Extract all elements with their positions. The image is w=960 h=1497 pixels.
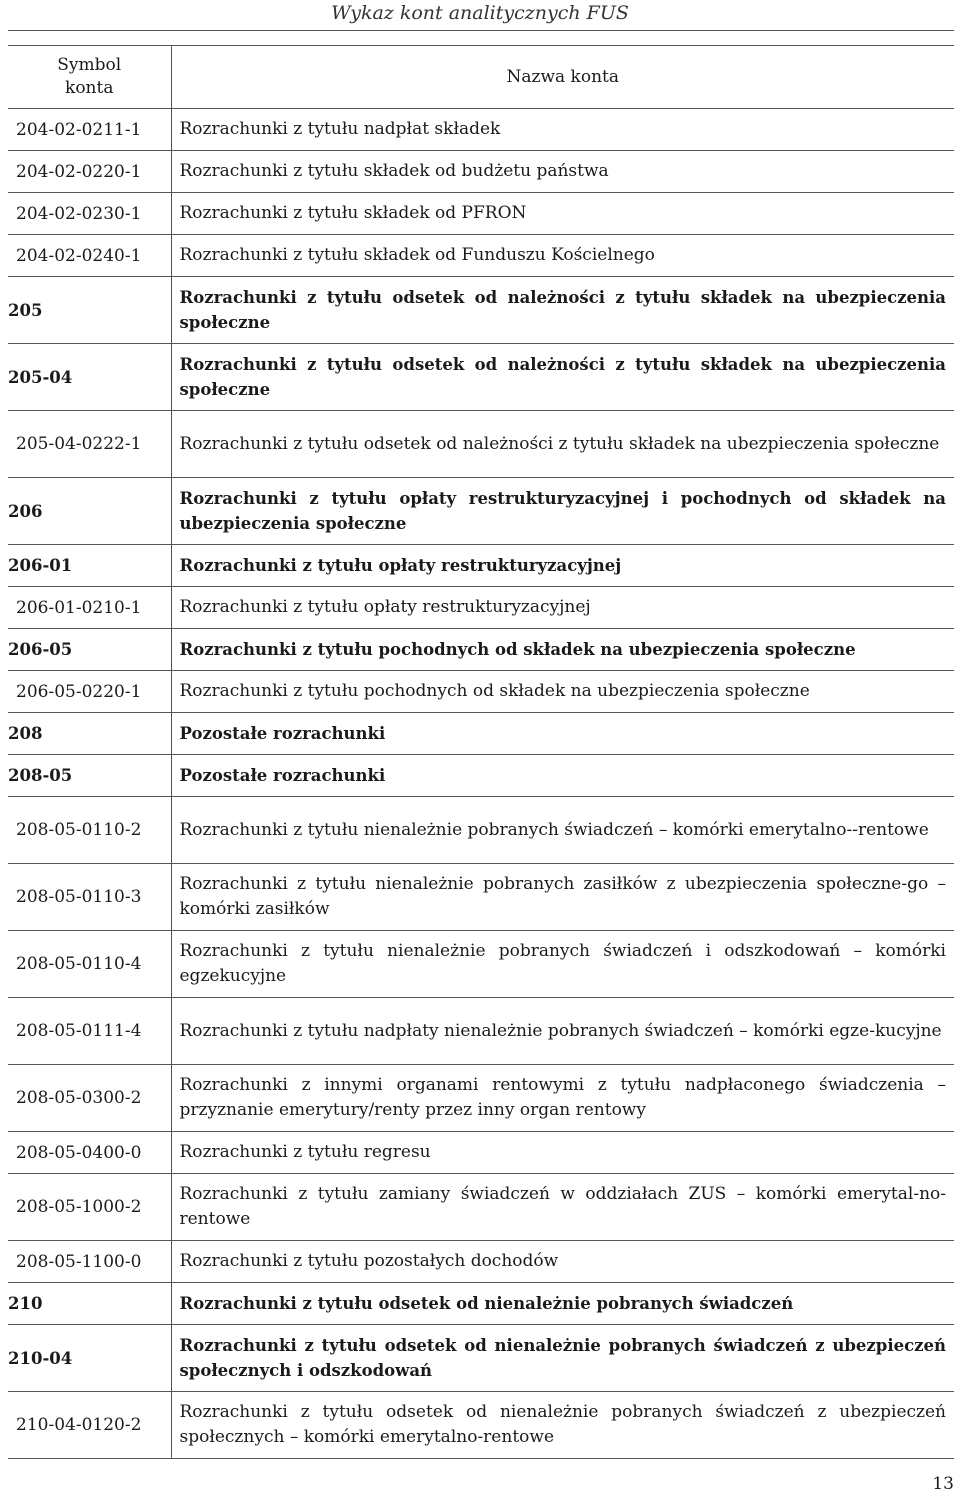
account-symbol: 208-05 xyxy=(8,755,171,797)
account-name: Rozrachunki z tytułu składek od PFRON xyxy=(171,193,954,235)
account-symbol: 206-01-0210-1 xyxy=(8,587,171,629)
account-symbol: 206 xyxy=(8,478,171,545)
account-symbol: 204-02-0211-1 xyxy=(8,109,171,151)
account-symbol: 205 xyxy=(8,277,171,344)
account-symbol: 204-02-0230-1 xyxy=(8,193,171,235)
account-name: Rozrachunki z tytułu pochodnych od składek na ubezpieczenia społeczne xyxy=(171,629,954,671)
account-name: Rozrachunki z tytułu nienależnie pobranych świadczeń i odszkodowań – komórki egzekucyjne xyxy=(171,931,954,998)
account-symbol: 205-04 xyxy=(8,344,171,411)
table-row xyxy=(8,864,954,931)
account-name: Rozrachunki z tytułu nadpłat składek xyxy=(171,109,954,151)
account-symbol: 208-05-0300-2 xyxy=(8,1065,171,1132)
table-row xyxy=(8,109,954,151)
account-name: Rozrachunki z tytułu odsetek od nienależnie pobranych świadczeń xyxy=(171,1283,954,1325)
account-name: Rozrachunki z tytułu zamiany świadczeń w oddziałach ZUS – komórki emerytal-no-rentowe xyxy=(171,1174,954,1241)
table-row xyxy=(8,1065,954,1132)
account-name: Pozostałe rozrachunki xyxy=(171,755,954,797)
table-row xyxy=(8,151,954,193)
account-name: Rozrachunki z tytułu nienależnie pobranych świadczeń – komórki emerytalno--rentowe xyxy=(171,797,954,864)
account-name: Rozrachunki z tytułu odsetek od należności z tytułu składek na ubezpieczenia społeczne xyxy=(171,411,954,478)
table-row xyxy=(8,713,954,755)
account-name: Rozrachunki z tytułu nadpłaty nienależnie pobranych świadczeń – komórki egze-kucyjne xyxy=(171,998,954,1065)
table-row xyxy=(8,1241,954,1283)
table-row xyxy=(8,797,954,864)
account-symbol: 208 xyxy=(8,713,171,755)
account-symbol: 208-05-0110-4 xyxy=(8,931,171,998)
account-name: Rozrachunki z tytułu regresu xyxy=(171,1132,954,1174)
table-row xyxy=(8,1174,954,1241)
symbol-column-header xyxy=(8,46,171,109)
account-symbol: 210-04 xyxy=(8,1325,171,1392)
symbol-header-line-2: konta xyxy=(65,78,114,98)
table-row xyxy=(8,545,954,587)
account-symbol: 205-04-0222-1 xyxy=(8,411,171,478)
account-symbol: 208-05-1100-0 xyxy=(8,1241,171,1283)
account-symbol: 210-04-0120-2 xyxy=(8,1392,171,1459)
account-symbol: 208-05-1000-2 xyxy=(8,1174,171,1241)
account-name: Rozrachunki z innymi organami rentowymi z tytułu nadpłaconego świadczenia – przyznanie emerytury/renty przez inny organ rentowy xyxy=(171,1065,954,1132)
table-row xyxy=(8,1392,954,1459)
account-name: Rozrachunki z tytułu opłaty restrukturyzacyjnej xyxy=(171,545,954,587)
account-name: Rozrachunki z tytułu odsetek od należności z tytułu składek na ubezpieczenia społeczne xyxy=(171,344,954,411)
table-row xyxy=(8,1325,954,1392)
account-name: Rozrachunki z tytułu składek od Funduszu Kościelnego xyxy=(171,235,954,277)
header-rule xyxy=(8,30,954,31)
table-row xyxy=(8,235,954,277)
accounts-table xyxy=(8,45,954,1459)
table-row xyxy=(8,671,954,713)
account-name: Rozrachunki z tytułu pochodnych od składek na ubezpieczenia społeczne xyxy=(171,671,954,713)
table-row xyxy=(8,411,954,478)
account-name: Rozrachunki z tytułu opłaty restrukturyzacyjnej xyxy=(171,587,954,629)
table-body xyxy=(8,109,954,1459)
table-header-row xyxy=(8,46,954,109)
account-symbol: 208-05-0110-3 xyxy=(8,864,171,931)
account-symbol: 206-01 xyxy=(8,545,171,587)
account-symbol: 208-05-0111-4 xyxy=(8,998,171,1065)
account-name: Rozrachunki z tytułu pozostałych dochodów xyxy=(171,1241,954,1283)
account-symbol: 208-05-0400-0 xyxy=(8,1132,171,1174)
table-row xyxy=(8,755,954,797)
account-symbol: 208-05-0110-2 xyxy=(8,797,171,864)
account-name: Pozostałe rozrachunki xyxy=(171,713,954,755)
account-name: Rozrachunki z tytułu odsetek od nienależnie pobranych świadczeń z ubezpieczeń społecznych – komórki emerytalno-rentowe xyxy=(171,1392,954,1459)
table-row xyxy=(8,629,954,671)
table-row xyxy=(8,193,954,235)
table-row xyxy=(8,587,954,629)
running-header: Wykaz kont analitycznych FUS xyxy=(331,2,629,24)
table-row xyxy=(8,344,954,411)
account-name: Rozrachunki z tytułu składek od budżetu państwa xyxy=(171,151,954,193)
table-row xyxy=(8,1283,954,1325)
table-row xyxy=(8,478,954,545)
account-symbol: 210 xyxy=(8,1283,171,1325)
table-row xyxy=(8,931,954,998)
page-number: 13 xyxy=(932,1474,954,1494)
symbol-header-line-1: Symbol xyxy=(57,55,122,75)
name-column-header: Nazwa konta xyxy=(171,46,954,109)
account-name: Rozrachunki z tytułu odsetek od należności z tytułu składek na ubezpieczenia społeczne xyxy=(171,277,954,344)
account-symbol: 206-05 xyxy=(8,629,171,671)
table-row xyxy=(8,998,954,1065)
table-row xyxy=(8,1132,954,1174)
account-symbol: 204-02-0220-1 xyxy=(8,151,171,193)
account-name: Rozrachunki z tytułu nienależnie pobranych zasiłków z ubezpieczenia społeczne-go – komórki zasiłków xyxy=(171,864,954,931)
account-symbol: 206-05-0220-1 xyxy=(8,671,171,713)
account-name: Rozrachunki z tytułu odsetek od nienależnie pobranych świadczeń z ubezpieczeń społecznych i odszkodowań xyxy=(171,1325,954,1392)
account-symbol: 204-02-0240-1 xyxy=(8,235,171,277)
table-row xyxy=(8,277,954,344)
account-name: Rozrachunki z tytułu opłaty restrukturyzacyjnej i pochodnych od składek na ubezpieczenia społeczne xyxy=(171,478,954,545)
